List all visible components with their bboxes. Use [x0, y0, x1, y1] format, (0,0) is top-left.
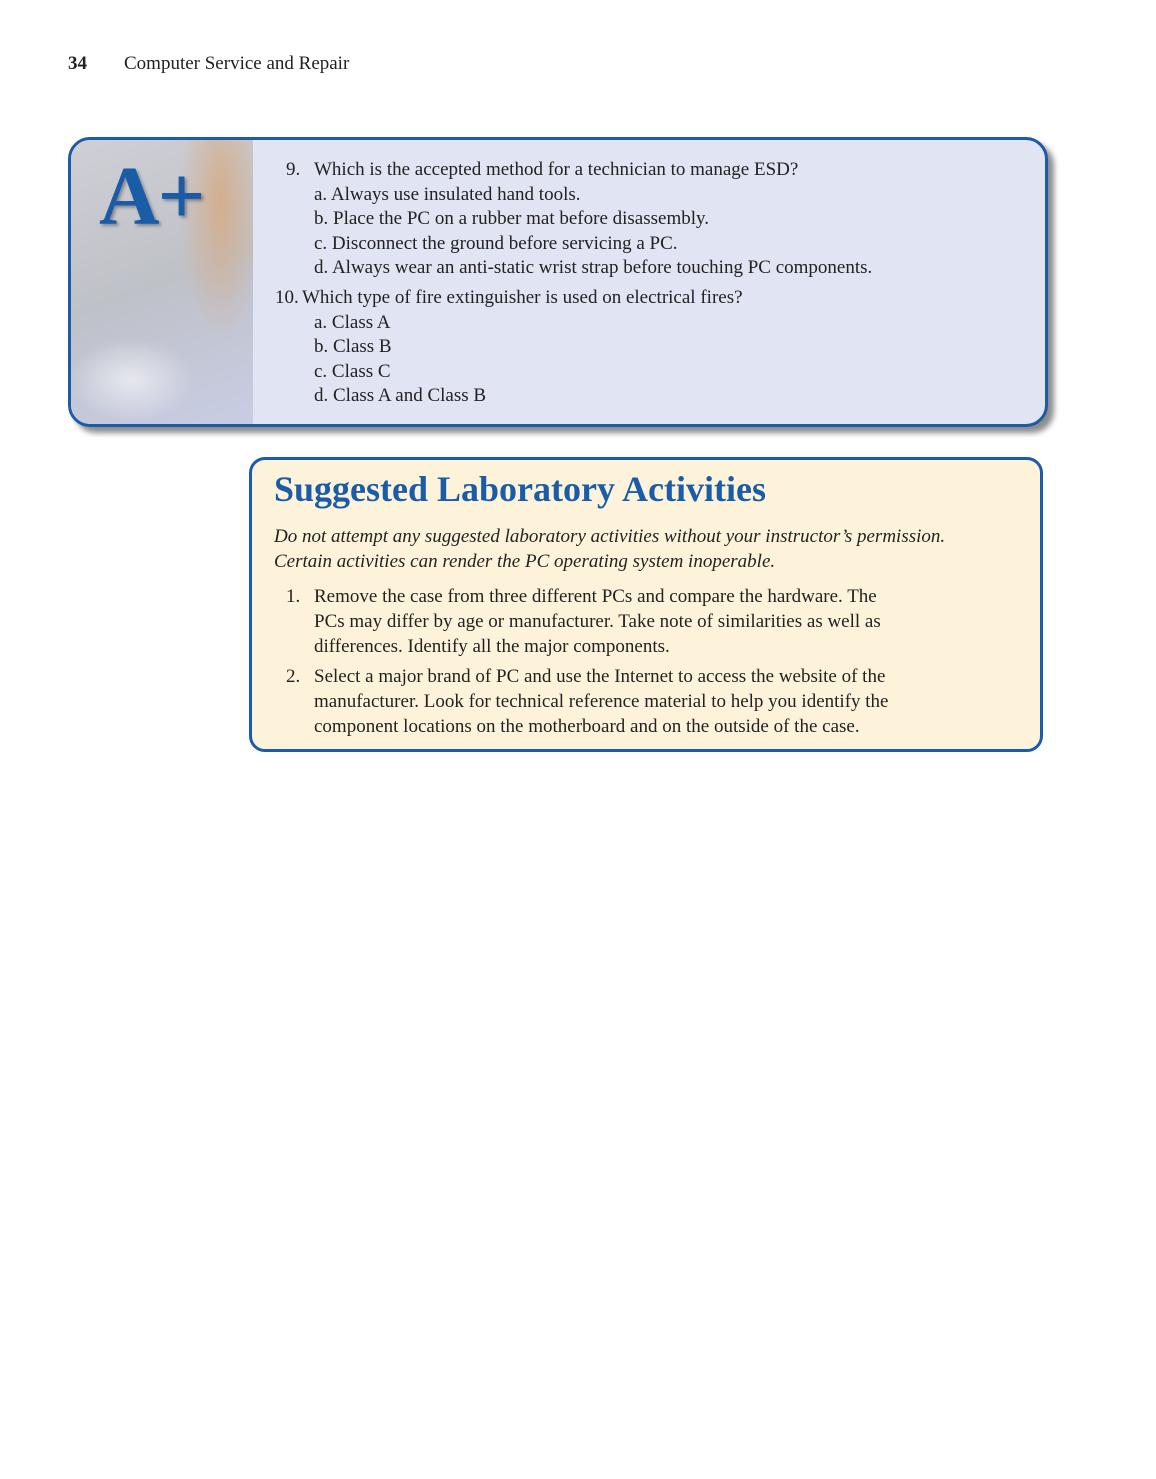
lab-warning	[274, 524, 945, 574]
answer-option: d. Class A and Class B	[314, 385, 487, 407]
page-number: 34	[68, 53, 87, 74]
answer-option: a. Class A	[314, 311, 391, 333]
answer-option: d. Always wear an anti-static wrist strap before touching PC components.	[314, 257, 873, 279]
item-line: Remove the case from three different PCs and compare the hardware. The	[314, 586, 877, 607]
item-line: differences. Identify all the major components.	[314, 636, 670, 657]
answer-option: a. Always use insulated hand tools.	[314, 183, 581, 205]
section-title: Suggested Laboratory Activities	[274, 469, 766, 509]
question-number: 10.	[275, 287, 299, 308]
running-header: Computer Service and Repair	[124, 53, 350, 74]
lab-warning-line: Do not attempt any suggested laboratory activities without your instructor’s permission.	[274, 526, 946, 547]
answer-option: c. Class C	[314, 360, 391, 382]
lab-activities-box	[249, 457, 1043, 752]
answer-option: c. Disconnect the ground before servicing a PC.	[314, 232, 678, 254]
item-line: manufacturer. Look for technical reference material to help you identify the	[314, 691, 889, 712]
item-line: PCs may differ by age or manufacturer. Take note of similarities as well as	[314, 611, 881, 632]
item-line: component locations on the motherboard and on the outside of the case.	[314, 716, 860, 737]
question-number: 9.	[286, 159, 301, 180]
aplus-review-box	[68, 137, 1048, 427]
item-number: 1.	[286, 586, 301, 607]
item-line: Select a major brand of PC and use the Internet to access the website of the	[314, 666, 886, 687]
question-text: Which type of fire extinguisher is used on electrical fires?	[302, 287, 743, 308]
question-text: Which is the accepted method for a technician to manage ESD?	[314, 159, 799, 180]
item-number: 2.	[286, 666, 301, 687]
answer-option: b. Class B	[314, 336, 392, 358]
aplus-decorative-image	[71, 140, 253, 424]
aplus-logo: A+	[99, 150, 204, 243]
lab-warning-line: Certain activities can render the PC operating system inoperable.	[274, 551, 776, 572]
answer-option: b. Place the PC on a rubber mat before disassembly.	[314, 208, 710, 230]
